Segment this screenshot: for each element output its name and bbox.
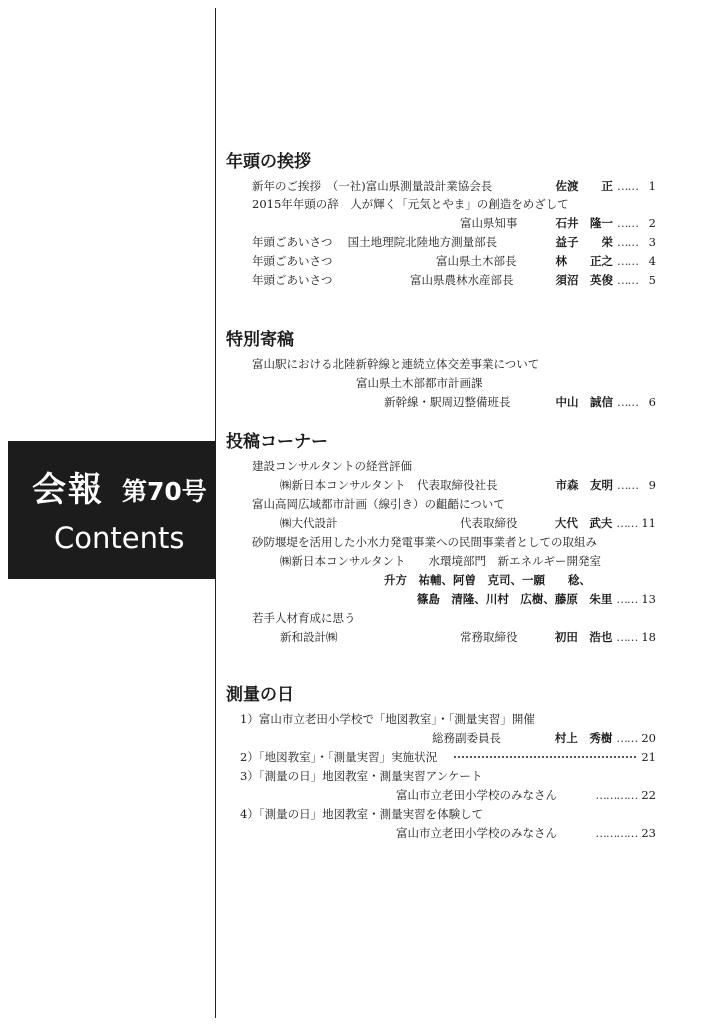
toc-entry-text: 若手人材育成に思う (252, 611, 356, 625)
section-title: 年頭の挨拶 (226, 152, 311, 172)
toc-row[interactable] (240, 748, 656, 766)
toc-author: 大代 武夫 (554, 516, 613, 530)
toc-row[interactable] (240, 767, 656, 785)
section-title: 投稿コーナー (226, 432, 328, 452)
toc-page: 5 (648, 273, 656, 287)
toc-affiliation: 富山県知事 (460, 216, 518, 230)
banner-issue: 第70号 (122, 477, 207, 506)
toc-row[interactable] (240, 271, 656, 289)
toc-entry-text: 新年のご挨拶 （一社)富山県測量設計業協会長 (252, 179, 493, 193)
toc-row[interactable] (240, 552, 656, 570)
toc-entry-text: ㈱新日本コンサルタント 水環境部門 新エネルギー開発室 (280, 554, 601, 568)
toc-entry-text: 富山高岡広域都市計画（線引き）の齟齬について (252, 497, 505, 511)
issue-banner (8, 441, 216, 579)
toc-entry-text: 砂防堰堤を活用した小水力発電事業への民間事業者としての取組み (252, 535, 597, 549)
toc-author: 村上 秀樹 (554, 731, 613, 745)
toc-row[interactable] (240, 195, 656, 213)
section-title: 特別寄稿 (226, 330, 294, 350)
toc-author: 佐渡 正 (555, 179, 613, 193)
toc-entry-text: 年頭ごあいさつ (252, 273, 333, 287)
toc-leader: ………… (595, 788, 638, 802)
toc-row[interactable] (240, 177, 656, 195)
toc-row[interactable] (240, 710, 656, 728)
toc-page: 13 (641, 592, 656, 606)
toc-affiliation: 新幹線・駅周辺整備班長 (384, 395, 511, 409)
toc-affiliation: 富山県土木部長 (436, 254, 517, 268)
toc-entry-text: 3）「測量の日」地図教室・測量実習アンケート (240, 769, 483, 783)
toc-entry-text: 2）「地図教室」・「測量実習」実施状況 (240, 750, 438, 764)
toc-author: 市森 友明 (555, 478, 613, 492)
toc-row[interactable] (240, 571, 656, 589)
toc-page: 11 (641, 516, 656, 530)
toc-leader: …… (617, 254, 638, 268)
toc-row[interactable] (240, 514, 656, 532)
toc-row[interactable] (240, 476, 656, 494)
toc-row[interactable] (240, 590, 656, 608)
toc-leader: ………… (595, 826, 638, 840)
toc-affiliation: 常務取締役 (460, 630, 518, 644)
toc-row[interactable] (240, 214, 656, 232)
toc-entry-text: 年頭ごあいさつ 国土地理院北陸地方測量部長 (252, 235, 498, 249)
toc-row[interactable] (240, 729, 656, 747)
toc-entry-text: 年頭ごあいさつ (252, 254, 333, 268)
toc-leader (454, 756, 636, 758)
toc-leader: …… (617, 235, 638, 249)
toc-entry-text: 富山駅における北陸新幹線と連続立体交差事業について (252, 357, 540, 371)
toc-entry-text: 4）「測量の日」地図教室・測量実習を体験して (240, 807, 484, 821)
toc-author: 石井 隆一 (555, 216, 613, 230)
toc-row[interactable] (240, 609, 656, 627)
toc-author: 篠島 清隆、川村 広樹、藤原 朱里 (416, 592, 613, 606)
toc-author: 須沼 英俊 (555, 273, 613, 287)
toc-leader: …… (616, 516, 638, 530)
toc-page: 18 (641, 630, 656, 644)
toc-page: 9 (648, 478, 656, 492)
toc-entry-text: ㈱大代設計 (280, 516, 338, 530)
toc-author: 益子 栄 (555, 235, 613, 249)
toc-page: 1 (648, 179, 656, 193)
toc-row[interactable] (240, 374, 656, 392)
toc-page: 6 (648, 395, 656, 409)
toc-row[interactable] (240, 355, 656, 373)
banner-title: 会報 (32, 470, 104, 510)
section-title: 測量の日 (226, 685, 294, 705)
toc-leader: …… (616, 630, 638, 644)
banner-contents: Contents (54, 521, 185, 555)
toc-page: 3 (648, 235, 656, 249)
toc-row[interactable] (240, 805, 656, 823)
toc-row[interactable] (240, 457, 656, 475)
toc-entry-text: 建設コンサルタントの経営評価 (252, 459, 412, 473)
toc-page: 23 (641, 826, 656, 840)
toc-affiliation: 富山市立老田小学校のみなさん (396, 826, 557, 840)
toc-row[interactable] (240, 533, 656, 551)
toc-affiliation: 総務副委員長 (432, 731, 501, 745)
toc-affiliation: 富山県土木部都市計画課 (356, 376, 483, 390)
toc-row[interactable] (240, 495, 656, 513)
toc-leader: …… (616, 731, 638, 745)
toc-page: 20 (641, 731, 656, 745)
toc-page: 21 (641, 750, 656, 764)
toc-leader: …… (617, 216, 638, 230)
toc-leader: …… (617, 179, 638, 193)
toc-leader: …… (617, 273, 638, 287)
toc-page: 2 (648, 216, 656, 230)
toc-page: 22 (641, 788, 656, 802)
toc-page: 4 (648, 254, 656, 268)
toc-entry-text: 2015年年頭の辞 人が輝く「元気とやま」の創造をめざして (252, 197, 569, 211)
toc-affiliation: 富山市立老田小学校のみなさん (396, 788, 557, 802)
toc-row[interactable] (240, 252, 656, 270)
toc-leader: …… (616, 592, 638, 606)
toc-affiliation: 代表取締役 (460, 516, 518, 530)
toc-row[interactable] (240, 786, 656, 804)
toc-entry-text: 新和設計㈱ (280, 630, 338, 644)
toc-author: 初田 浩也 (554, 630, 613, 644)
toc-row[interactable] (240, 628, 656, 646)
toc-row[interactable] (240, 233, 656, 251)
toc-author: 升方 祐輔、阿曽 克司、一願 稔、 (384, 573, 591, 587)
toc-author: 中山 誠信 (555, 395, 613, 409)
toc-author: 林 正之 (555, 254, 613, 268)
toc-row[interactable] (240, 393, 656, 411)
toc-leader: …… (617, 395, 638, 409)
toc-entry-text: ㈱新日本コンサルタント 代表取締役社長 (280, 478, 498, 492)
toc-affiliation: 富山県農林水産部長 (410, 273, 514, 287)
toc-row[interactable] (240, 824, 656, 842)
toc-entry-text: 1）富山市立老田小学校で「地図教室」・「測量実習」開催 (240, 712, 535, 726)
toc-leader: …… (617, 478, 638, 492)
